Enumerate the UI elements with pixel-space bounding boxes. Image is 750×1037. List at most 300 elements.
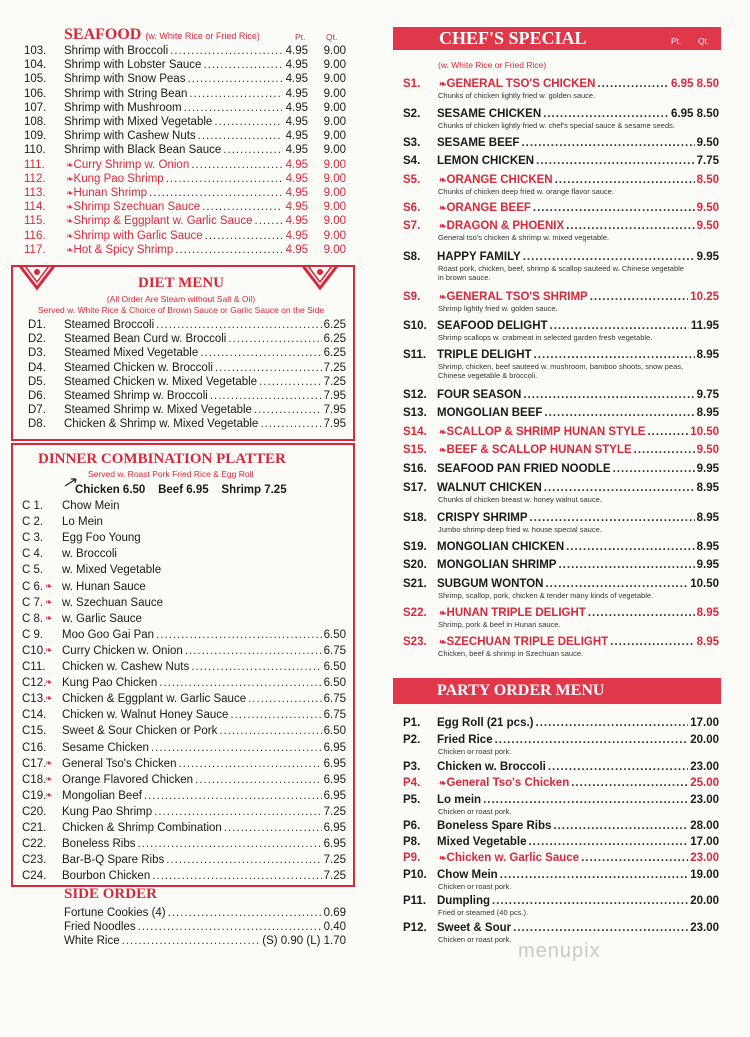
item-number: 111. xyxy=(24,158,45,171)
item-description: Shrimp scallops w. crabmeat in selected garden fresh vegetable. xyxy=(438,333,653,342)
party-item xyxy=(403,835,719,849)
item-name: Steamed Chicken w. Broccoli xyxy=(64,361,213,374)
item-description: Shrimp, scallop, pork, chicken & tender many kinds of vegetable. xyxy=(438,591,654,600)
party-item xyxy=(403,819,719,833)
item-name: Egg Foo Young xyxy=(62,532,141,545)
item-price: 9.00 xyxy=(323,201,346,214)
item-description: Fried or steamed (40 pcs.). xyxy=(438,908,529,917)
dot-leader xyxy=(530,511,695,525)
item-number: P11. xyxy=(403,895,427,907)
item-name: SESAME CHICKEN xyxy=(437,108,542,120)
item-description: Jumbo shrimp deep fried w. house special sauce. xyxy=(438,525,602,534)
item-number: C 6. xyxy=(22,580,44,593)
item-number: P10. xyxy=(403,869,427,881)
item-number: 106. xyxy=(24,87,47,100)
dot-leader xyxy=(545,577,688,591)
item-number: 108. xyxy=(24,116,47,128)
chef-special-item xyxy=(403,425,719,439)
item-price: 28.00 xyxy=(690,820,719,832)
hot-pepper-icon: ❧ xyxy=(45,773,53,784)
combo-item xyxy=(22,869,346,883)
dot-leader xyxy=(259,375,322,389)
combo-item xyxy=(22,515,103,529)
chef-special-item xyxy=(403,462,719,476)
dot-leader xyxy=(550,319,689,333)
item-name: Shrimp with Cashew Nuts xyxy=(64,130,196,143)
item-number: C12. xyxy=(22,677,47,690)
hot-pepper-icon: ❧ xyxy=(439,637,447,647)
party-item xyxy=(403,793,719,807)
item-name: FOUR SEASON xyxy=(437,389,522,401)
dot-leader xyxy=(543,107,669,121)
dot-leader xyxy=(528,835,688,849)
item-name: Shrimp Szechuan Sauce xyxy=(73,201,201,214)
item-name: Mixed Vegetable xyxy=(437,836,527,848)
dot-leader xyxy=(495,733,689,747)
item-name: GENERAL TSO'S CHICKEN xyxy=(446,78,596,90)
dot-leader xyxy=(558,558,694,572)
item-name: w. Mixed Vegetable xyxy=(62,564,162,577)
item-number: C18. xyxy=(22,773,47,786)
item-number: C 1. xyxy=(22,500,44,512)
item-description: Chunks of chicken lightly fried w. chef's special sauce & sesame seeds. xyxy=(438,121,675,130)
seafood-item xyxy=(24,115,346,129)
dot-leader xyxy=(202,200,282,214)
dot-leader xyxy=(590,290,688,304)
item-price: 9.00 xyxy=(323,87,346,100)
dot-leader xyxy=(597,77,669,91)
item-price: 6.25 xyxy=(323,319,346,331)
dot-leader xyxy=(223,143,282,157)
item-number: D7. xyxy=(28,404,46,417)
item-name: Shrimp with Lobster Sauce xyxy=(64,59,202,72)
dot-leader xyxy=(166,172,282,186)
dot-leader xyxy=(571,776,688,790)
item-number: S1. xyxy=(403,78,421,90)
item-price: 9.00 xyxy=(323,243,346,256)
item-number: C 5. xyxy=(22,564,44,577)
hot-pepper-icon: ❧ xyxy=(439,608,447,618)
item-price: 4.95 xyxy=(285,59,308,72)
item-name: Shrimp with Black Bean Sauce xyxy=(64,144,222,157)
item-description: Chicken or roast pork. xyxy=(438,807,512,816)
item-name: Mongolian Beef xyxy=(62,789,142,802)
item-number: C13. xyxy=(22,693,47,706)
dot-leader xyxy=(198,129,282,143)
dot-leader xyxy=(138,837,322,851)
item-price: 4.95 xyxy=(285,130,308,143)
dot-leader xyxy=(555,173,695,187)
combo-price-beef: Beef 6.95 xyxy=(158,484,209,496)
item-price: 0.40 xyxy=(323,921,346,933)
item-name: Shrimp with Broccoli xyxy=(64,45,169,57)
item-number: P9. xyxy=(403,852,421,864)
chef-special-item xyxy=(403,388,719,402)
item-number: 104. xyxy=(24,59,47,72)
chef-special-item xyxy=(403,577,719,591)
combo-item xyxy=(22,789,346,803)
item-price: 7.25 xyxy=(323,375,346,388)
combo-item xyxy=(22,853,346,867)
chef-special-item xyxy=(403,606,719,620)
chef-special-item xyxy=(403,511,719,525)
item-name: Kung Pao Chicken xyxy=(62,677,158,690)
item-price: 4.95 xyxy=(285,45,308,57)
dot-leader xyxy=(203,58,282,72)
dot-leader xyxy=(523,388,694,402)
item-name: Chicken w. Cashew Nuts xyxy=(62,661,190,673)
item-name: General Tso's Chicken xyxy=(446,777,570,789)
combo-prices xyxy=(75,484,287,496)
diet-item xyxy=(28,361,346,375)
item-name: Steamed Mixed Vegetable xyxy=(64,347,199,360)
item-name: Steamed Bean Curd w. Broccoli xyxy=(64,333,227,346)
chef-special-item xyxy=(403,348,719,362)
hot-pepper-icon: ❧ xyxy=(439,853,447,863)
item-name: Hunan Shrimp xyxy=(73,187,148,199)
item-price: 4.95 xyxy=(285,73,308,86)
diet-item xyxy=(28,417,346,431)
item-name: SUBGUM WONTON xyxy=(437,578,544,590)
item-price: 8.95 xyxy=(696,607,719,619)
item-name: LEMON CHICKEN xyxy=(437,155,535,167)
dot-leader xyxy=(544,481,695,495)
chef-col-pt: Pt. xyxy=(671,36,682,46)
item-price: 4.95 xyxy=(285,201,308,214)
dot-leader xyxy=(168,906,322,920)
item-price: 25.00 xyxy=(690,777,719,789)
item-number: 115. xyxy=(24,215,46,228)
item-name: SCALLOP & SHRIMP HUNAN STYLE xyxy=(446,426,646,438)
chef-special-item xyxy=(403,219,719,233)
item-name: Orange Flavored Chicken xyxy=(62,773,194,786)
chef-subtitle: (w. White Rice or Fried Rice) xyxy=(438,60,547,70)
item-price: 17.00 xyxy=(690,836,719,848)
item-price: 6.95 xyxy=(323,838,346,851)
item-number: 109. xyxy=(24,130,47,143)
dot-leader xyxy=(178,757,321,771)
item-name: CRISPY SHRIMP xyxy=(437,512,528,524)
item-price: 8.95 xyxy=(696,482,719,494)
item-price: 9.50 xyxy=(696,137,719,149)
seafood-item xyxy=(24,87,346,101)
item-price: 9.00 xyxy=(323,158,346,171)
item-number: S15. xyxy=(403,444,427,456)
item-name: Boneless Ribs xyxy=(62,838,136,851)
item-name: SEAFOOD PAN FRIED NOODLE xyxy=(437,463,611,475)
hot-pepper-icon: ❧ xyxy=(45,612,53,623)
dot-leader xyxy=(254,403,322,417)
hot-pepper-icon: ❧ xyxy=(45,596,53,607)
dot-leader xyxy=(566,219,694,233)
item-name: Chicken w. Walnut Honey Sauce xyxy=(62,709,229,722)
item-name: GENERAL TSO'S SHRIMP xyxy=(446,291,588,303)
item-description: Chicken or roast pork. xyxy=(438,882,512,891)
item-number: 105. xyxy=(24,73,47,86)
item-name: Chow Mein xyxy=(437,869,498,881)
party-banner xyxy=(393,678,721,704)
dot-leader xyxy=(248,692,322,706)
item-description: in brown sauce. xyxy=(438,273,491,282)
combo-item xyxy=(22,837,346,851)
dot-leader xyxy=(149,186,282,200)
seafood-item xyxy=(24,129,346,143)
watermark: menupix xyxy=(518,940,601,962)
item-price: 4.95 xyxy=(285,243,308,256)
hot-pepper-icon: ❧ xyxy=(439,445,447,455)
dot-leader xyxy=(610,635,694,649)
item-name: Chicken & Shrimp Combination xyxy=(62,822,222,834)
item-price: 4.95 xyxy=(285,215,308,228)
item-price: 7.25 xyxy=(323,854,346,867)
hot-pepper-icon: ❧ xyxy=(45,693,53,704)
dot-leader xyxy=(210,389,322,403)
item-name: Fried Rice xyxy=(437,734,493,746)
dot-leader xyxy=(521,136,694,150)
item-price: 8.95 xyxy=(696,541,719,553)
item-price: 4.95 xyxy=(285,172,308,185)
item-price: 23.00 xyxy=(690,794,719,806)
hot-pepper-icon: ❧ xyxy=(439,292,447,302)
combo-item xyxy=(22,580,146,594)
item-price: 8.95 xyxy=(696,407,719,419)
hot-pepper-icon: ❧ xyxy=(66,202,74,213)
item-name: MONGOLIAN SHRIMP xyxy=(437,559,557,571)
seafood-item xyxy=(24,186,346,200)
item-description: Shrimp, pork & beef in Hunan sauce. xyxy=(438,620,561,629)
item-description: Chicken or roast pork. xyxy=(438,747,512,756)
item-name: Chow Mein xyxy=(62,500,120,512)
party-item xyxy=(403,776,719,790)
dot-leader xyxy=(260,417,321,431)
item-price: 8.95 xyxy=(696,512,719,524)
item-number: S20. xyxy=(403,559,427,571)
item-number: S19. xyxy=(403,541,427,553)
item-price: 9.00 xyxy=(323,130,346,143)
item-number: D2. xyxy=(28,333,46,346)
item-number: S13. xyxy=(403,407,427,419)
seafood-col-qt: Qt. xyxy=(326,32,338,42)
seafood-item xyxy=(24,44,346,58)
hot-pepper-icon: ❧ xyxy=(66,244,74,255)
combo-item xyxy=(22,547,117,561)
item-name: General Tso's Chicken xyxy=(62,757,177,770)
item-name: Dumpling xyxy=(437,895,491,907)
item-description: Chicken, beef & shrimp in Szechuan sauce. xyxy=(438,649,584,658)
item-price: 6.95 xyxy=(323,741,346,754)
hot-pepper-icon: ❧ xyxy=(66,173,74,184)
item-price: 23.00 xyxy=(690,852,719,864)
chef-special-item xyxy=(403,540,719,554)
item-name: Bourbon Chicken xyxy=(62,870,151,883)
chef-special-item xyxy=(403,558,719,572)
item-name: MONGOLIAN BEEF xyxy=(437,407,543,419)
item-name: Lo Mein xyxy=(62,516,103,529)
item-price: 7.95 xyxy=(323,418,346,431)
item-price: 6.95 8.50 xyxy=(671,78,719,90)
item-number: S2. xyxy=(403,108,421,120)
combo-item xyxy=(22,708,346,722)
party-item xyxy=(403,868,719,882)
side-item xyxy=(64,934,346,948)
item-number: S16. xyxy=(403,463,427,475)
item-number: P12. xyxy=(403,922,427,934)
item-price: 4.95 xyxy=(285,116,308,128)
chef-special-item xyxy=(403,173,719,187)
hot-pepper-icon: ❧ xyxy=(66,159,74,170)
item-number: 107. xyxy=(24,101,47,114)
item-number: D5. xyxy=(28,375,46,388)
combo-item xyxy=(22,660,346,674)
item-price: 11.95 xyxy=(690,320,719,332)
item-number: C16. xyxy=(22,741,47,754)
item-name: w. Broccoli xyxy=(62,548,117,561)
item-number: S17. xyxy=(403,482,427,494)
item-name: TRIPLE DELIGHT xyxy=(437,349,532,361)
dot-leader xyxy=(214,115,282,129)
item-name: Steamed Shrimp w. Broccoli xyxy=(64,390,208,402)
item-number: C15. xyxy=(22,725,47,738)
item-number: C 3. xyxy=(22,532,44,545)
item-name: Shrimp with String Bean xyxy=(64,87,188,100)
item-name: BEEF & SCALLOP HUNAN STYLE xyxy=(446,444,632,456)
dot-leader xyxy=(548,760,688,774)
item-name: White Rice xyxy=(64,935,120,947)
dot-leader xyxy=(500,868,689,882)
item-number: C21. xyxy=(22,822,47,834)
item-name: Bar-B-Q Spare Ribs xyxy=(62,854,165,867)
item-price: 0.69 xyxy=(323,907,346,919)
item-price: 6.50 xyxy=(323,628,346,641)
hot-pepper-icon: ❧ xyxy=(45,789,53,800)
item-price: 9.50 xyxy=(696,444,719,456)
dot-leader xyxy=(228,332,321,346)
item-name: ORANGE BEEF xyxy=(446,202,531,214)
dot-leader xyxy=(634,443,695,457)
dot-leader xyxy=(647,425,688,439)
item-name: Steamed Broccoli xyxy=(64,319,155,331)
item-description: Shrimp, chicken, beef sauteed w. mushroom, bamboo shoots, snow peas, xyxy=(438,362,684,371)
dot-leader xyxy=(553,819,688,833)
item-price: 6.75 xyxy=(323,709,346,722)
item-price: 9.50 xyxy=(696,220,719,232)
item-name: Shrimp with Garlic Sauce xyxy=(73,229,203,242)
item-number: P2. xyxy=(403,734,421,746)
item-price: 4.95 xyxy=(285,87,308,100)
party-item xyxy=(403,733,719,747)
side-item xyxy=(64,920,346,934)
item-price: 9.00 xyxy=(323,101,346,114)
item-price: 8.50 xyxy=(696,174,719,186)
dot-leader xyxy=(138,920,322,934)
item-number: C 8. xyxy=(22,612,44,625)
item-name: Shrimp with Mixed Vegetable xyxy=(64,116,213,128)
item-name: w. Garlic Sauce xyxy=(62,612,142,625)
item-price: 6.50 xyxy=(323,661,346,673)
item-price: 19.00 xyxy=(690,869,719,881)
item-number: 113. xyxy=(24,187,46,199)
dot-leader xyxy=(154,805,321,819)
item-name: Fortune Cookies (4) xyxy=(64,907,166,919)
item-number: 112. xyxy=(24,172,46,185)
diet-item xyxy=(28,375,346,389)
seafood-item xyxy=(24,243,346,257)
item-name: Shrimp & Eggplant w. Garlic Sauce xyxy=(73,215,253,228)
item-number: S4. xyxy=(403,155,421,167)
item-name: Steamed Shrimp w. Mixed Vegetable xyxy=(64,404,252,417)
dot-leader xyxy=(184,101,282,115)
seafood-title: SEAFOOD (w. White Rice or Fried Rice) xyxy=(64,26,260,43)
item-price: 7.25 xyxy=(323,805,346,818)
item-number: C20. xyxy=(22,805,47,818)
item-price: 23.00 xyxy=(690,922,719,934)
item-number: C 2. xyxy=(22,516,44,529)
combo-item xyxy=(22,741,346,755)
combo-title: DINNER COMBINATION PLATTER xyxy=(38,451,286,467)
item-number: 114. xyxy=(24,201,46,214)
combo-subtitle: Served w. Roast Pork Fried Rice & Egg Roll xyxy=(88,469,254,479)
item-name: w. Hunan Sauce xyxy=(62,580,146,593)
hot-pepper-icon: ❧ xyxy=(66,216,74,227)
combo-item xyxy=(22,499,120,513)
item-price: 23.00 xyxy=(690,761,719,773)
seafood-item xyxy=(24,101,346,115)
item-number: P1. xyxy=(403,717,421,729)
dot-leader xyxy=(187,72,282,86)
chef-banner xyxy=(393,27,721,50)
item-number: P6. xyxy=(403,820,421,832)
combo-price-shrimp: Shrimp 7.25 xyxy=(221,484,287,496)
seafood-item xyxy=(24,158,346,172)
diet-item xyxy=(28,389,346,403)
hot-pepper-icon: ❧ xyxy=(66,188,74,198)
item-price: (S) 0.90 (L) 1.70 xyxy=(262,935,346,947)
dot-leader xyxy=(205,229,282,243)
item-description: Chunks of chicken breast w. honey walnut sauce. xyxy=(438,495,602,504)
chef-special-item xyxy=(403,290,719,304)
item-number: 117. xyxy=(24,243,46,256)
hot-pepper-icon: ❧ xyxy=(439,221,447,231)
item-description: Chinese vegetable & broccoli. xyxy=(438,371,538,380)
seafood-col-pt: Pt. xyxy=(295,32,306,42)
item-number: S8. xyxy=(403,251,421,263)
item-price: 6.95 xyxy=(323,822,346,834)
chef-special-item xyxy=(403,77,719,91)
item-price: 8.95 xyxy=(696,349,719,361)
item-price: 9.00 xyxy=(323,215,346,228)
dot-leader xyxy=(533,201,695,215)
item-name: WALNUT CHICKEN xyxy=(437,482,542,494)
dot-leader xyxy=(122,934,261,948)
chef-special-item xyxy=(403,319,719,333)
dot-leader xyxy=(219,724,321,738)
item-name: SEAFOOD DELIGHT xyxy=(437,320,548,332)
item-name: Chicken w. Broccoli xyxy=(437,761,546,773)
chef-special-item xyxy=(403,250,719,264)
item-price: 10.25 xyxy=(690,291,719,303)
chef-special-item xyxy=(403,201,719,215)
item-number: P5. xyxy=(403,794,421,806)
diet-item xyxy=(28,346,346,360)
diet-subtitle-1: (All Order Are Steam without Salt & Oil) xyxy=(106,294,256,304)
item-price: 7.95 xyxy=(323,390,346,402)
item-number: D1. xyxy=(28,319,46,331)
hot-pepper-icon: ❧ xyxy=(45,757,53,768)
item-price: 9.00 xyxy=(323,59,346,72)
dot-leader xyxy=(152,869,321,883)
diet-item xyxy=(28,403,346,417)
dot-leader xyxy=(151,741,322,755)
